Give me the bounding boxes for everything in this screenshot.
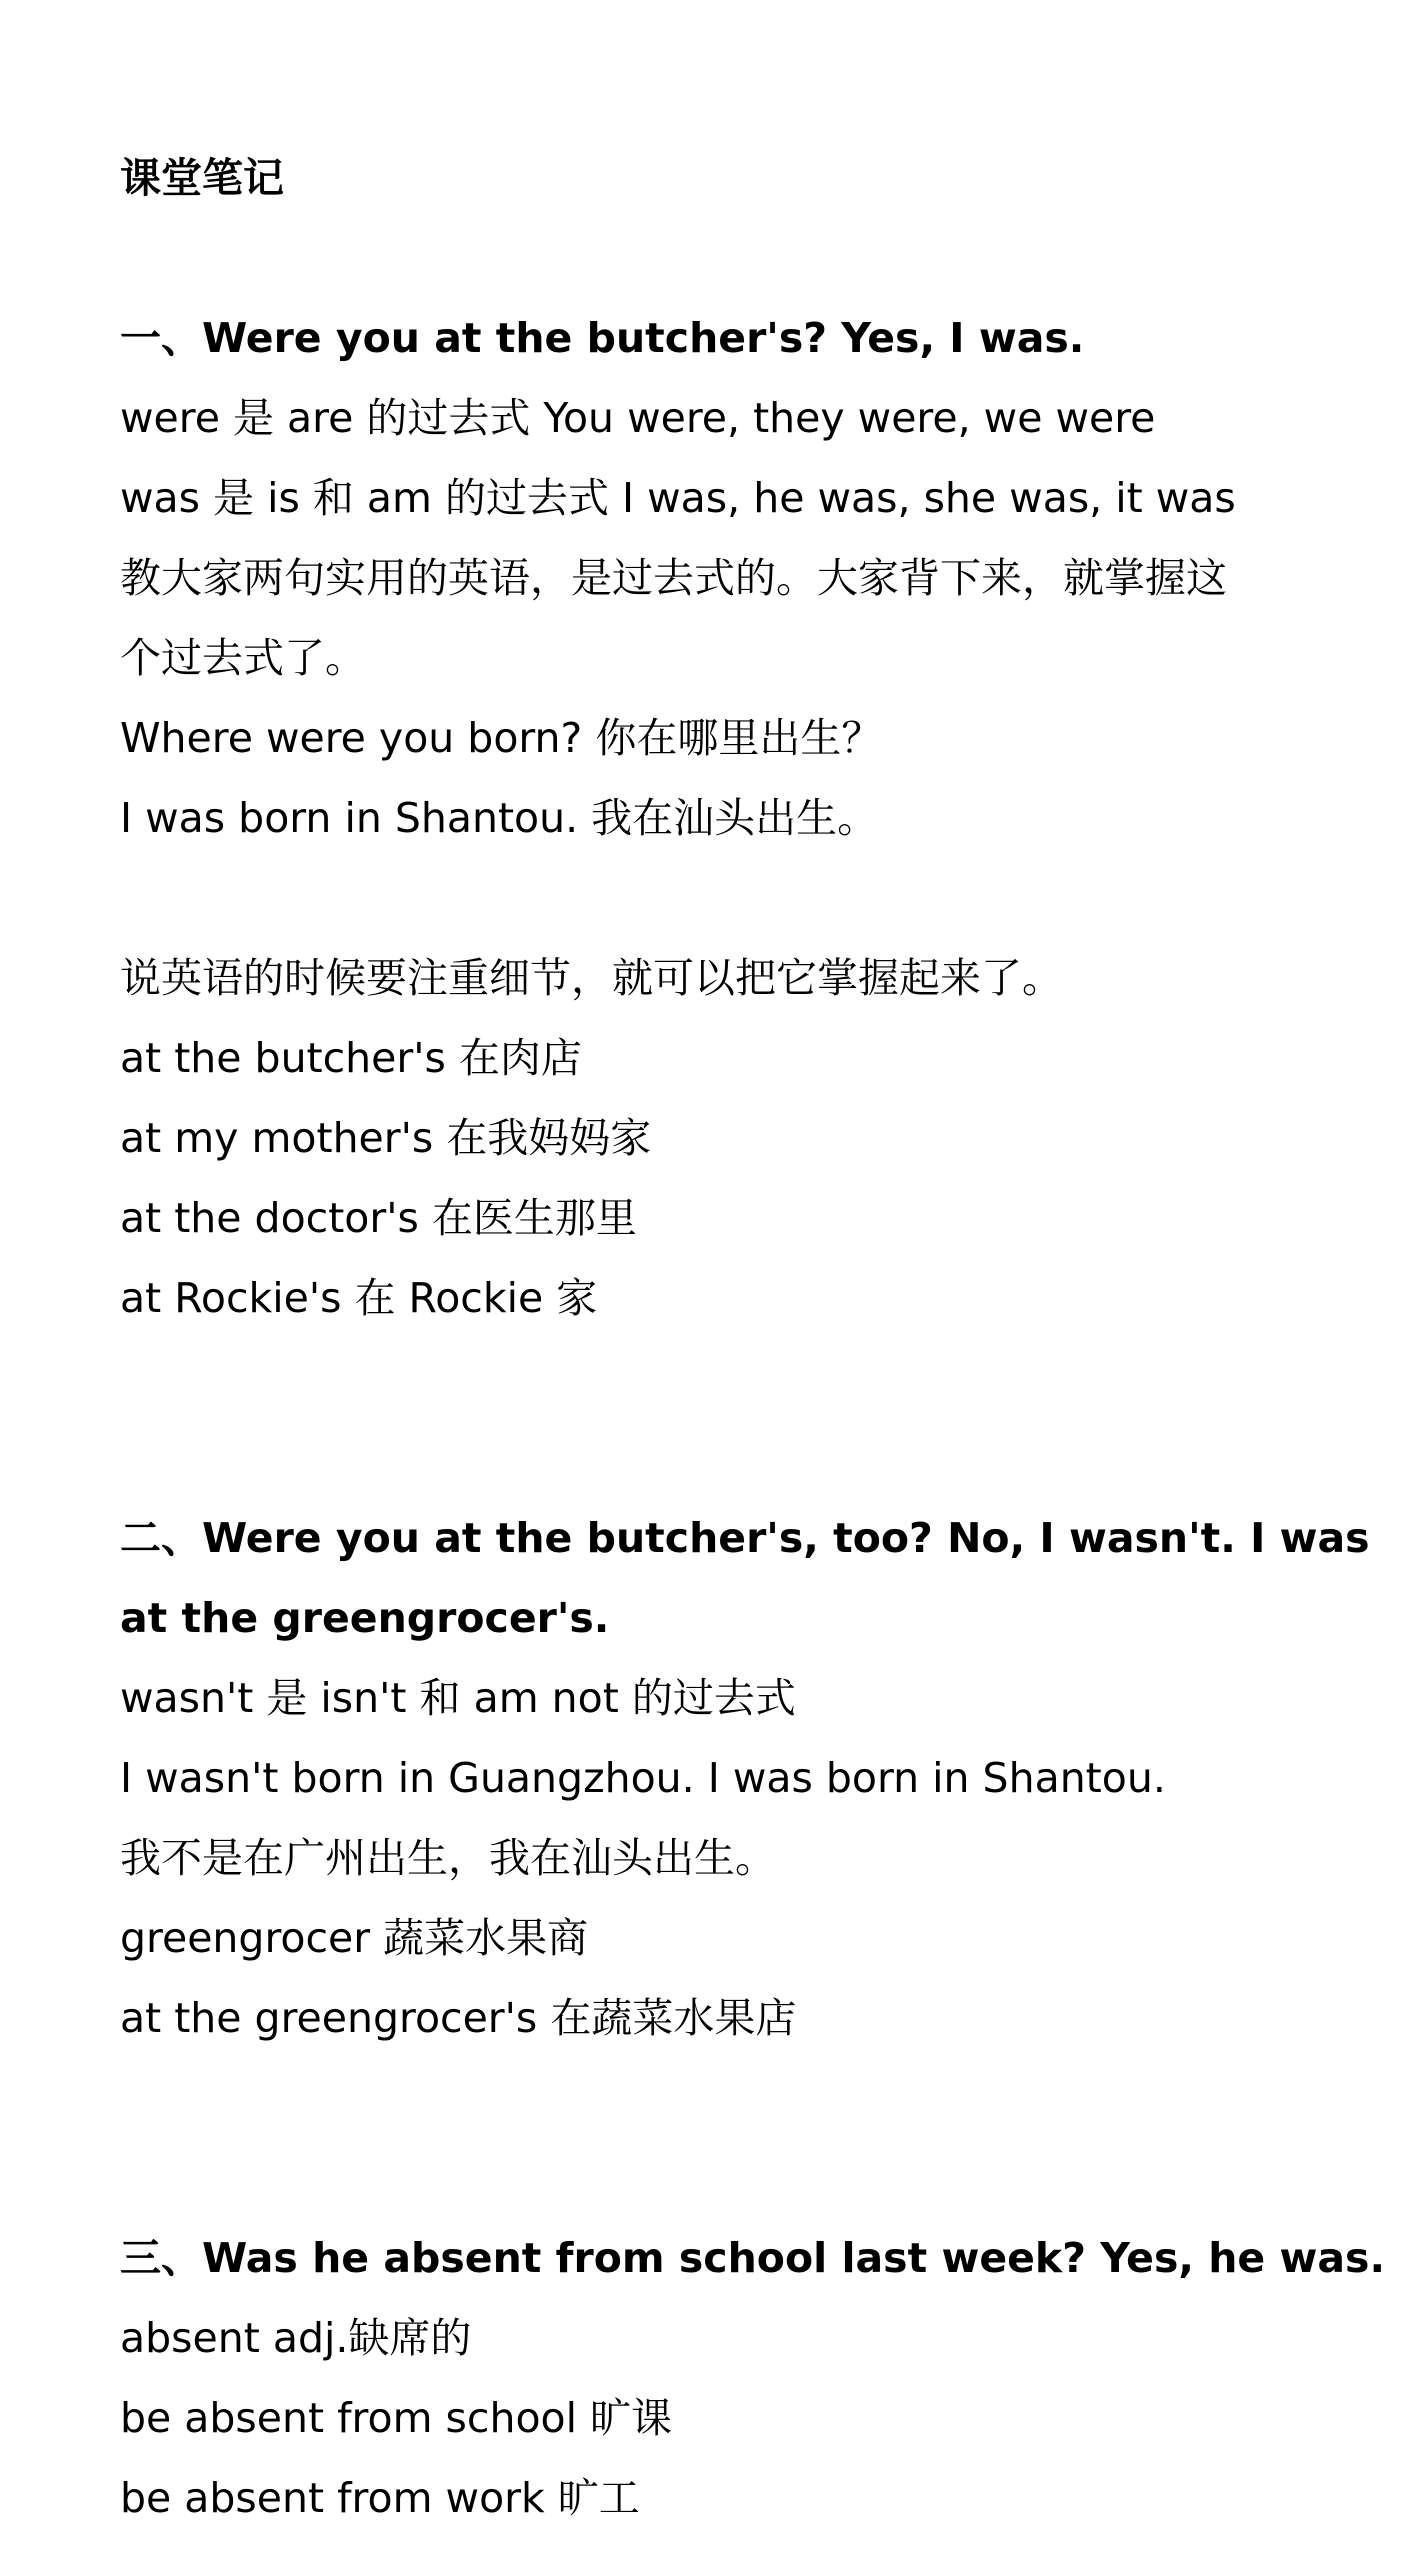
section-1-heading: 一、Were you at the butcher's? Yes, I was. <box>120 314 1085 362</box>
section-2-line: I wasn't born in Guangzhou. I was born in Shantou. <box>120 1754 1166 1802</box>
section-2-line: greengrocer 蔬菜水果商 <box>120 1914 589 1962</box>
section-1-phrase: at my mother's 在我妈妈家 <box>120 1114 652 1162</box>
spacer <box>120 218 1320 298</box>
section-1-line: 个过去式了。 <box>120 634 366 682</box>
notes-body <box>120 138 1386 2538</box>
section-2-line: wasn't 是 isn't 和 am not 的过去式 <box>120 1674 796 1722</box>
section-1-note: 说英语的时候要注重细节，就可以把它掌握起来了。 <box>120 954 1063 1002</box>
section-1-line: Where were you born? 你在哪里出生？ <box>120 714 883 762</box>
section-1-line: was 是 is 和 am 的过去式 I was, he was, she was, it was <box>120 474 1236 522</box>
section-3-line: be absent from school 旷课 <box>120 2394 673 2442</box>
section-3-line: absent adj.缺席的 <box>120 2314 472 2362</box>
section-2-heading: 二、Were you at the butcher's, too? No, I wasn't. I was <box>120 1514 1370 1562</box>
section-2-line: at the greengrocer's 在蔬菜水果店 <box>120 1994 797 2042</box>
spacer <box>120 2058 1320 2218</box>
section-3-heading: 三、Was he absent from school last week? Yes, he was. <box>120 2234 1386 2282</box>
section-2-line: 我不是在广州出生，我在汕头出生。 <box>120 1834 776 1882</box>
section-1-line: 教大家两句实用的英语，是过去式的。大家背下来，就掌握这 <box>120 554 1227 602</box>
section-2-heading-continued: at the greengrocer's. <box>120 1594 610 1642</box>
section-1-phrase: at the doctor's 在医生那里 <box>120 1194 637 1242</box>
section-1-line: I was born in Shantou. 我在汕头出生。 <box>120 794 879 842</box>
section-1-phrase: at the butcher's 在肉店 <box>120 1034 582 1082</box>
page-title: 课堂笔记 <box>120 154 284 202</box>
section-1-line: were 是 are 的过去式 You were, they were, we were <box>120 394 1156 442</box>
section-1-phrase: at Rockie's 在 Rockie 家 <box>120 1274 598 1322</box>
spacer <box>120 1338 1320 1498</box>
spacer <box>120 858 1320 938</box>
section-3-line: be absent from work 旷工 <box>120 2474 640 2522</box>
